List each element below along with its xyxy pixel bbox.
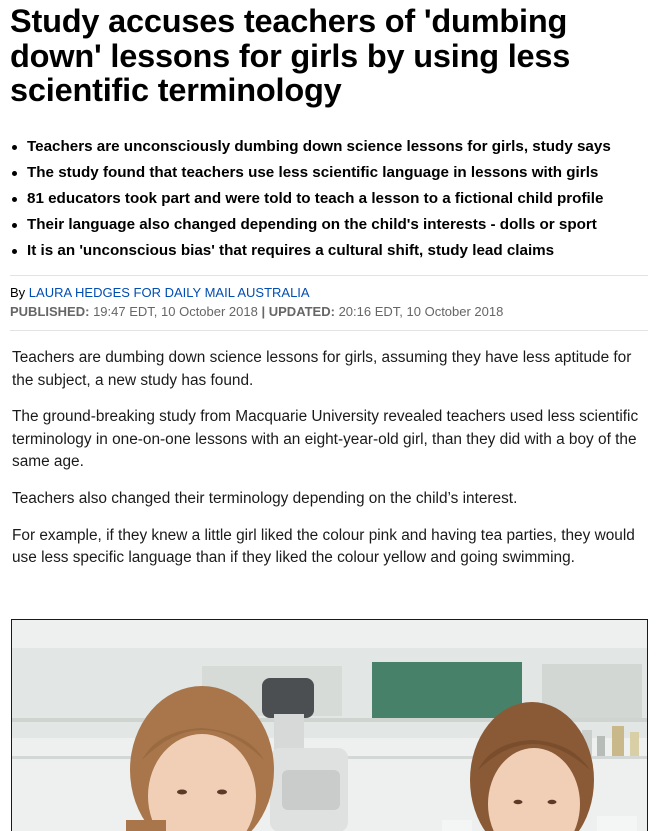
summary-bullets (12, 134, 652, 264)
summary-bullet: The study found that teachers use less scientific language in lessons with girls (12, 160, 652, 186)
body-paragraph: Teachers are dumbing down science lessons for girls, assuming they have less aptitude for the subject, a new study has found. (12, 349, 632, 389)
summary-bullet: It is an 'unconscious bias' that requires a cultural shift, study lead claims (12, 238, 652, 264)
summary-bullet: 81 educators took part and were told to teach a lesson to a fictional child profile (12, 186, 652, 212)
article-photo[interactable] (11, 619, 648, 831)
byline (10, 285, 310, 301)
body-paragraph: The ground-breaking study from Macquarie University revealed teachers used less scientific terminology in one-on-one lessons with an eight-year-old girl, than they did with a boy of the same age. (12, 408, 639, 471)
summary-bullet: Their language also changed depending on the child's interests - dolls or sport (12, 212, 652, 238)
updated-date: 20:16 EDT, 10 October 2018 (338, 304, 504, 319)
published-label: PUBLISHED: (10, 304, 90, 319)
date-divider: | (261, 304, 266, 319)
science-lab-photo (12, 620, 648, 831)
author-link[interactable]: LAURA HEDGES FOR DAILY MAIL AUSTRALIA (28, 285, 310, 300)
body-paragraph: Teachers also changed their terminology depending on the child’s interest. (12, 489, 518, 507)
summary-bullet: Teachers are unconsciously dumbing down science lessons for girls, study says (12, 134, 652, 160)
byline-top-divider (10, 275, 648, 276)
article-dates (10, 304, 503, 320)
article-body (12, 347, 652, 584)
article-headline: Study accuses teachers of 'dumbing down' lessons for girls by using less scientific terminology (10, 3, 571, 108)
byline-prefix: By (10, 285, 26, 300)
published-date: 19:47 EDT, 10 October 2018 (93, 304, 258, 319)
byline-bottom-divider (10, 330, 648, 331)
body-paragraph: For example, if they knew a little girl liked the colour pink and having tea parties, they would use less specific language than if they liked the colour yellow and going swimming. (12, 526, 635, 567)
updated-label: UPDATED: (268, 304, 335, 319)
